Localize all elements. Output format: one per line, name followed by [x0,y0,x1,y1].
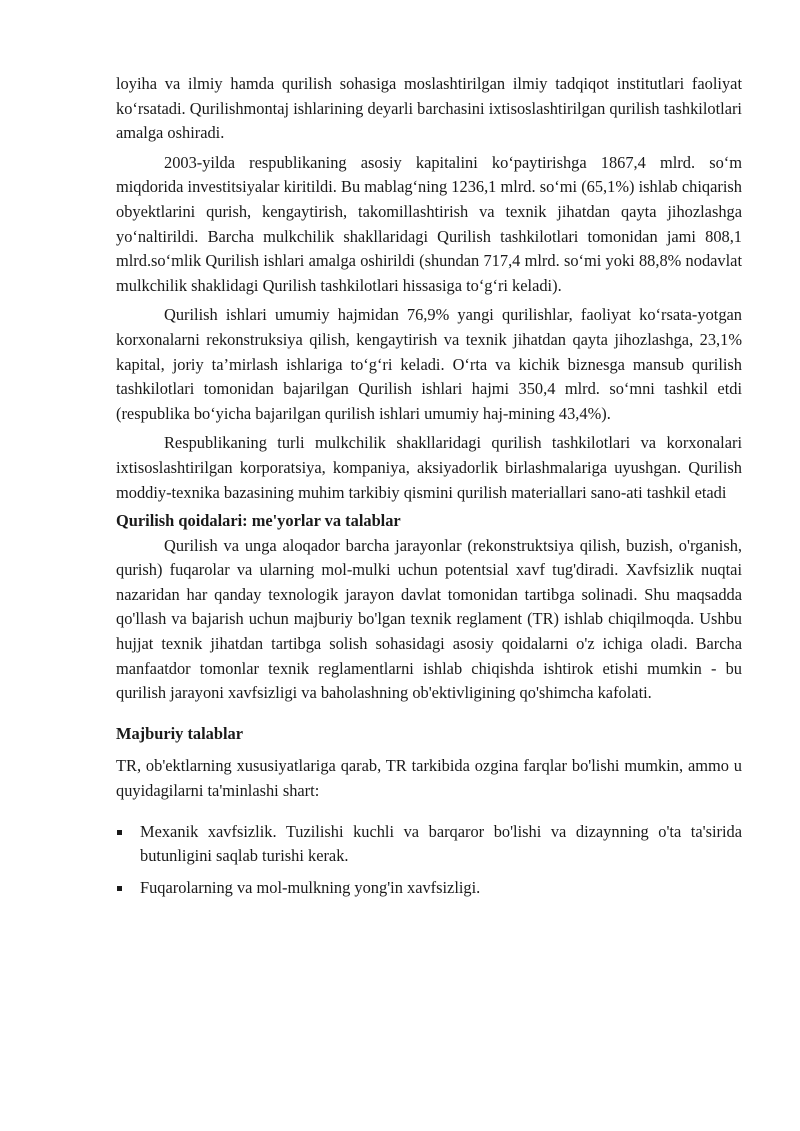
paragraph-safety-regulation: Qurilish va unga aloqador barcha jarayonlar (rekonstruktsiya qilish, buzish, o'rganish, qurish) fuqarolar va ularning mol-mulki uchun potentsial xavf tug'diradi. Xavfsizlik nuqtai nazaridan har qanday texnologik jarayon davlat tomonidan tartibga solinadi. Shu maqsadda qo'llash va bajarish uchun majburiy bo'lgan texnik reglament (TR) ishlab chiqilmoqda. Ushbu hujjat texnik jihatdan tartibga solish sohasidagi asosiy qoidalarni o'z ichiga oladi. Barcha manfaatdor tomonlar texnik reglamentlarni ishlab chiqishda ishtirok etishi mumkin - bu qurilish jarayoni xavfsizligi va baholashning ob'ektivligining qo'shimcha kafolati. [116,535,742,703]
list-item [116,876,742,901]
section-heading-requirements: Majburiy talablar [116,723,244,743]
square-bullet-icon [117,830,122,835]
paragraph-tr-requirements: TR, ob'ektlarning xususiyatlariga qarab, TR tarkibida ozgina farqlar bo'lishi mumkin, ammo u quyidagilarni ta'minlashi shart: [116,756,742,801]
list-item [116,820,742,869]
list-item-text: Fuqarolarning va mol-mulkning yong'in xavfsizligi. [140,877,481,897]
requirements-list [116,820,742,901]
paragraph-construction-volume: Qurilish ishlari umumiy hajmidan 76,9% yangi qurilishlar, faoliyat ko‘rsata-yotgan korxonalarni rekonstruksiya qilish, kengaytirish va texnik jihatdan qayta jihozlashga, 23,1% kapital, joriy ta’mirlash ishlariga to‘g‘ri keladi. O‘rta va kichik biznesga mansub qurilish tashkilotlari tomonidan bajarilgan Qurilish ishlari hajmi 350,4 mlrd. so‘mni tashkil etdi (respublika bo‘yicha bajarilgan qurilish ishlari umumiy haj-mining 43,4%). [116,305,742,423]
section-heading-rules: Qurilish qoidalari: me'yorlar va talablar [116,511,401,531]
paragraph-organizations: Respublikaning turli mulkchilik shakllaridagi qurilish tashkilotlari va korxonalari ixtisoslashtirilgan korporatsiya, kompaniya, aksiyadorlik birlashmalariga uyushgan. Qurilish moddiy-texnika bazasining muhim tarkibiy qismini qurilish materiallari sano-ati tashkil etadi [116,433,742,502]
paragraph-investments-2003: 2003-yilda respublikaning asosiy kapitalini ko‘paytirishga 1867,4 mlrd. so‘m miqdorida investitsiyalar kiritildi. Bu mablag‘ning 1236,1 mlrd. so‘mi (65,1%) ishlab chiqarish obyektlarini qurish, kengaytirish, takomillashtirish va texnik jihatdan qayta jihozlashga yo‘naltirildi. Barcha mulkchilik shakllaridagi Qurilish tashkilotlari tomonidan jami 808,1 mlrd.so‘mlik Qurilish ishlari amalga oshirildi (shundan 717,4 mlrd. so‘mi yoki 88,8% nodavlat mulkchilik shaklidagi Qurilish tashkilotlari hissasiga to‘g‘ri keladi). [116,152,742,295]
square-bullet-icon [117,886,122,891]
paragraph-intro: loyiha va ilmiy hamda qurilish sohasiga moslashtirilgan ilmiy tadqiqot institutlari faoliyat ko‘rsatadi. Qurilishmontaj ishlarining deyarli barchasini ixtisoslashtirilgan qurilish tashkilotlari amalga oshiradi. [116,74,742,143]
list-item-text: Mexanik xavfsizlik. Tuzilishi kuchli va barqaror bo'lishi va dizaynning o'ta ta'sirida butunligini saqlab turishi kerak. [140,821,742,866]
